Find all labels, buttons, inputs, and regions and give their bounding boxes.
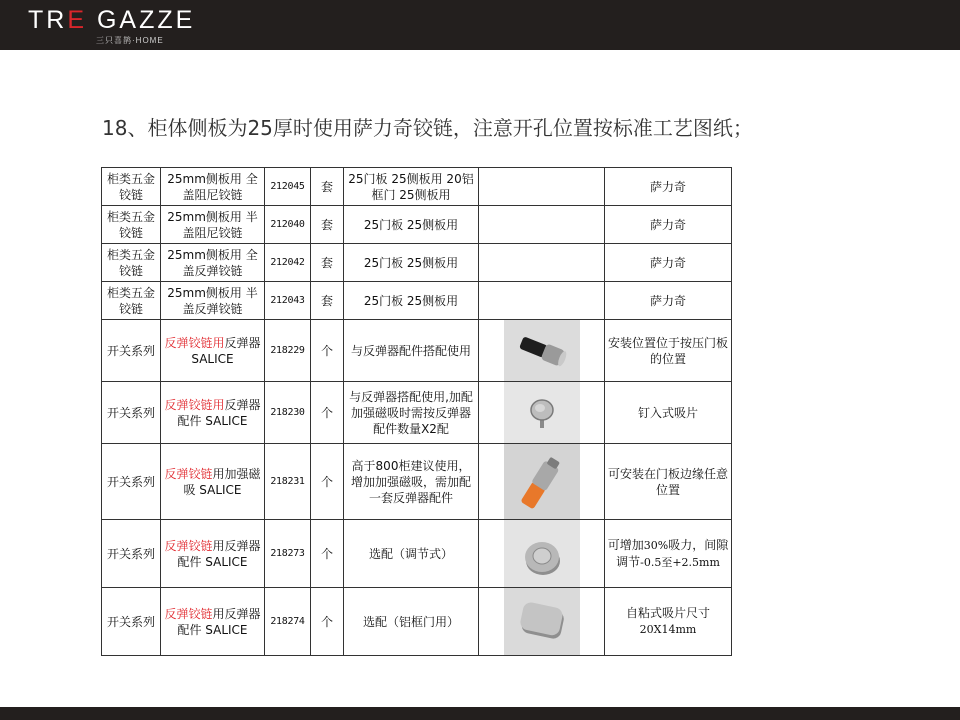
adjustable-plate-photo	[504, 520, 580, 587]
product-name-cell: 25mm侧板用 全盖阻尼铰链	[161, 168, 265, 206]
product-name-highlight: 反弹铰链	[164, 466, 213, 481]
brand-cell: 可安装在门板边缘任意位置	[605, 444, 732, 520]
product-name-cell	[161, 520, 265, 588]
hardware-spec-table	[101, 167, 732, 656]
table-row	[102, 382, 732, 444]
image-cell	[479, 588, 605, 656]
unit-cell: 个	[311, 444, 344, 520]
brand-cell: 自粘式吸片尺寸 20X14mm	[605, 588, 732, 656]
product-name-cell: 25mm侧板用 半盖阻尼铰链	[161, 206, 265, 244]
product-code-cell: 212042	[265, 244, 311, 282]
brand-cell: 萨力奇	[605, 282, 732, 320]
rebound-device-photo	[504, 320, 580, 381]
product-name-highlight: 反弹铰链	[164, 606, 213, 621]
product-name-cell	[161, 320, 265, 382]
adhesive-plate-image	[504, 588, 580, 655]
page-title: 18、柜体侧板为25厚时使用萨力奇铰链，注意开孔位置按标准工艺图纸；	[102, 116, 753, 140]
product-name-cell	[161, 588, 265, 656]
table-row	[102, 282, 732, 320]
product-code-cell: 212043	[265, 282, 311, 320]
unit-cell: 套	[311, 282, 344, 320]
image-cell	[479, 206, 605, 244]
category-cell: 开关系列	[102, 320, 161, 382]
magnet-photo	[504, 444, 580, 519]
table-row	[102, 588, 732, 656]
product-code-cell: 218230	[265, 382, 311, 444]
header-bar	[0, 0, 960, 50]
brand-logo	[28, 6, 196, 45]
usage-note-cell: 25门板 25侧板用	[344, 244, 479, 282]
product-name-highlight: 反弹铰链用	[164, 335, 225, 350]
image-cell	[479, 244, 605, 282]
footer-bar	[0, 707, 960, 720]
usage-note-cell: 25门板 25侧板用	[344, 206, 479, 244]
usage-note-cell: 选配（调节式）	[344, 520, 479, 588]
usage-note-cell: 25门板 25侧板用	[344, 282, 479, 320]
table-row	[102, 206, 732, 244]
category-cell: 柜类五金铰链	[102, 206, 161, 244]
unit-cell: 套	[311, 168, 344, 206]
table-row	[102, 520, 732, 588]
unit-cell: 个	[311, 382, 344, 444]
product-name-cell: 25mm侧板用 半盖反弹铰链	[161, 282, 265, 320]
brand-cell: 萨力奇	[605, 168, 732, 206]
brand-cell: 可增加30%吸力，间隙调节-0.5至+2.5mm	[605, 520, 732, 588]
image-cell	[479, 444, 605, 520]
striker-plate-photo	[504, 382, 580, 443]
category-cell: 开关系列	[102, 444, 161, 520]
product-name-text: 反弹器 SALICE	[191, 335, 261, 366]
usage-note-cell: 与反弹器配件搭配使用	[344, 320, 479, 382]
product-code-cell: 218231	[265, 444, 311, 520]
usage-note-cell: 选配（铝框门用）	[344, 588, 479, 656]
rebound-device-image	[504, 320, 580, 381]
image-cell	[479, 282, 605, 320]
image-cell	[479, 382, 605, 444]
logo-wordmark: TRE GAZZE	[28, 6, 196, 34]
usage-note-cell: 高于800柜建议使用，增加加强磁吸，需加配一套反弹器配件	[344, 444, 479, 520]
brand-cell: 萨力奇	[605, 206, 732, 244]
table-row	[102, 444, 732, 520]
product-code-cell: 212040	[265, 206, 311, 244]
unit-cell: 套	[311, 244, 344, 282]
brand-cell: 安装位置位于按压门板的位置	[605, 320, 732, 382]
product-name-text: 反弹器配件 SALICE	[177, 397, 261, 428]
product-name-cell	[161, 444, 265, 520]
product-name-text: 用加强磁吸 SALICE	[183, 466, 261, 497]
brand-cell: 萨力奇	[605, 244, 732, 282]
magnet-image	[504, 444, 580, 519]
image-cell	[479, 520, 605, 588]
table-row	[102, 244, 732, 282]
category-cell: 柜类五金铰链	[102, 282, 161, 320]
unit-cell: 个	[311, 520, 344, 588]
unit-cell: 套	[311, 206, 344, 244]
product-name-text: 用反弹器配件 SALICE	[177, 606, 261, 637]
product-code-cell: 212045	[265, 168, 311, 206]
product-name-highlight: 反弹铰链用	[164, 397, 225, 412]
striker-plate-image	[504, 382, 580, 443]
category-cell: 柜类五金铰链	[102, 168, 161, 206]
table-row	[102, 168, 732, 206]
category-cell: 开关系列	[102, 520, 161, 588]
product-code-cell: 218229	[265, 320, 311, 382]
product-name-highlight: 反弹铰链	[164, 538, 213, 553]
logo-subtitle: 三只喜鹊·HOME	[96, 36, 164, 45]
category-cell: 开关系列	[102, 588, 161, 656]
usage-note-cell: 25门板 25侧板用 20铝框门 25侧板用	[344, 168, 479, 206]
adjustable-plate-image	[504, 520, 580, 587]
adhesive-plate-photo	[504, 588, 580, 655]
image-cell	[479, 320, 605, 382]
usage-note-cell: 与反弹器搭配使用,加配加强磁吸时需按反弹器配件数量X2配	[344, 382, 479, 444]
category-cell: 柜类五金铰链	[102, 244, 161, 282]
product-name-text: 用反弹器配件 SALICE	[177, 538, 261, 569]
table-row	[102, 320, 732, 382]
unit-cell: 个	[311, 320, 344, 382]
product-name-cell: 25mm侧板用 全盖反弹铰链	[161, 244, 265, 282]
image-cell	[479, 168, 605, 206]
product-code-cell: 218274	[265, 588, 311, 656]
unit-cell: 个	[311, 588, 344, 656]
brand-cell: 钉入式吸片	[605, 382, 732, 444]
product-name-cell	[161, 382, 265, 444]
category-cell: 开关系列	[102, 382, 161, 444]
product-code-cell: 218273	[265, 520, 311, 588]
